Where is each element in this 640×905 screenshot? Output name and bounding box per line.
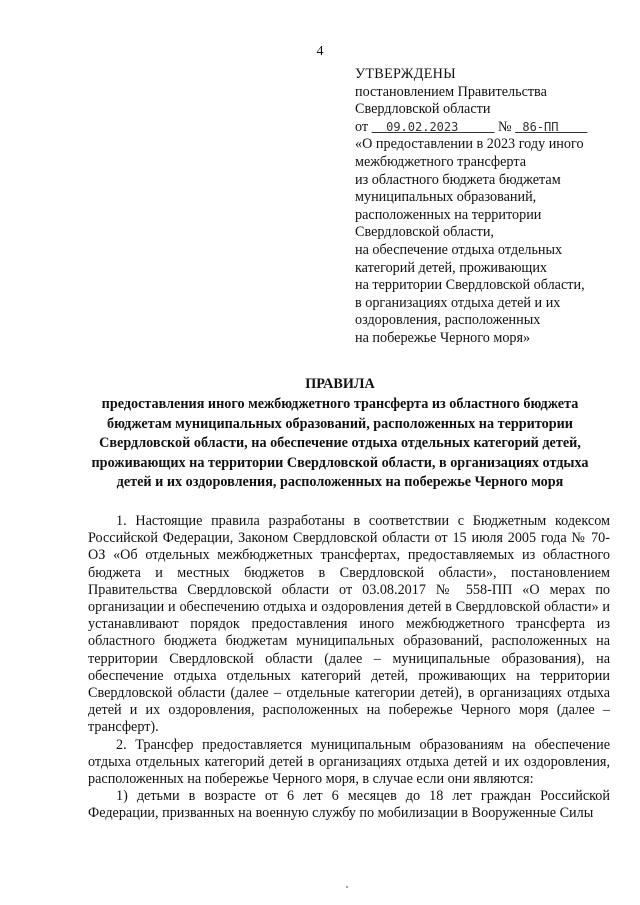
approval-date-line <box>355 119 625 137</box>
approval-line-1: постановлением Правительства <box>355 83 547 100</box>
approval-subject-line: на обеспечение отдыха отдельных <box>355 241 563 258</box>
approval-stamp-block <box>355 66 625 348</box>
approval-subject-line: категорий детей, проживающих <box>355 259 548 276</box>
approval-number-label: № <box>498 118 512 135</box>
body-paragraph-2: 2. Трансфер предоставляется муниципальным образованиям на обеспечение отдыха отдельных категорий детей в организациях отдыха детей и их оздоровления, расположенных на побережье Черного моря, в случае если они являются: <box>88 736 610 788</box>
approval-subject-line: «О предоставлении в 2023 году иного <box>355 136 584 153</box>
approval-heading: УТВЕРЖДЕНЫ <box>355 66 456 82</box>
approval-subject-line: межбюджетного трансферта <box>355 153 527 170</box>
approval-subject-line: оздоровления, расположенных <box>355 312 541 329</box>
body-paragraph-1: 1. Настоящие правила разработаны в соответствии с Бюджетным кодексом Российской Федерации, Законом Свердловской области от 15 июля 2005 года № 70-ОЗ «Об отдельных межбюджетных трансфертах, предоставляемых из областного бюджета и местных бюджетов в Свердловской области», постановлением Правительства Свердловской области от 03.08.2017 № 558-ПП «О мерах по организации и обеспечению отдыха и оздоровления детей в Свердловской области» и устанавливают порядок предоставления иного межбюджетного трансферта из областного бюджета бюджетам муниципальных образований, расположенных на территории Свердловской области (далее – муниципальные образования), на обеспечение отдыха отдельных категорий детей, проживающих на территории Свердловской области (далее – отдельные категории детей), в организациях отдыха детей и их оздоровления, расположенных на побережье Черного моря (далее – трансферт). <box>88 513 610 736</box>
approval-number: 86-ПП <box>522 119 559 134</box>
approval-subject-line: в организациях отдыха детей и их <box>355 294 561 311</box>
document-title-block <box>70 375 610 492</box>
document-subtitle-line: предоставления иного межбюджетного трансферта из областного бюджета <box>101 396 579 413</box>
approval-subject-line: из областного бюджета бюджетам <box>355 171 561 188</box>
approval-subject-line: на побережье Черного моря» <box>355 329 531 346</box>
approval-subject-line: муниципальных образований, <box>355 189 537 206</box>
page-number: 4 <box>316 44 324 59</box>
body-paragraph-3: 1) детьми в возрасте от 6 лет 6 месяцев до 18 лет граждан Российской Федерации, призванных на военную службу по мобилизации в Вооруженные Силы <box>88 788 610 822</box>
document-subtitle-line: проживающих на территории Свердловской области, в организациях отдыха <box>91 454 589 471</box>
scan-speck <box>346 886 348 888</box>
approval-subject-line: расположенных на территории <box>355 206 542 223</box>
approval-date: 09.02.2023 <box>386 119 459 134</box>
document-body <box>88 513 610 823</box>
document-title: ПРАВИЛА <box>305 376 375 392</box>
document-subtitle-line: бюджетам муниципальных образований, расположенных на территории <box>107 415 573 432</box>
approval-line-2: Свердловской области <box>355 101 491 118</box>
approval-subject-line: Свердловской области, <box>355 224 494 241</box>
approval-from-label: от <box>355 118 369 135</box>
document-subtitle-line: детей и их оздоровления, расположенных на побережье Черного моря <box>116 474 564 491</box>
approval-subject-line: на территории Свердловской области, <box>355 277 585 294</box>
document-subtitle-line: Свердловской области, на обеспечение отдыха отдельных категорий детей, <box>99 435 581 452</box>
